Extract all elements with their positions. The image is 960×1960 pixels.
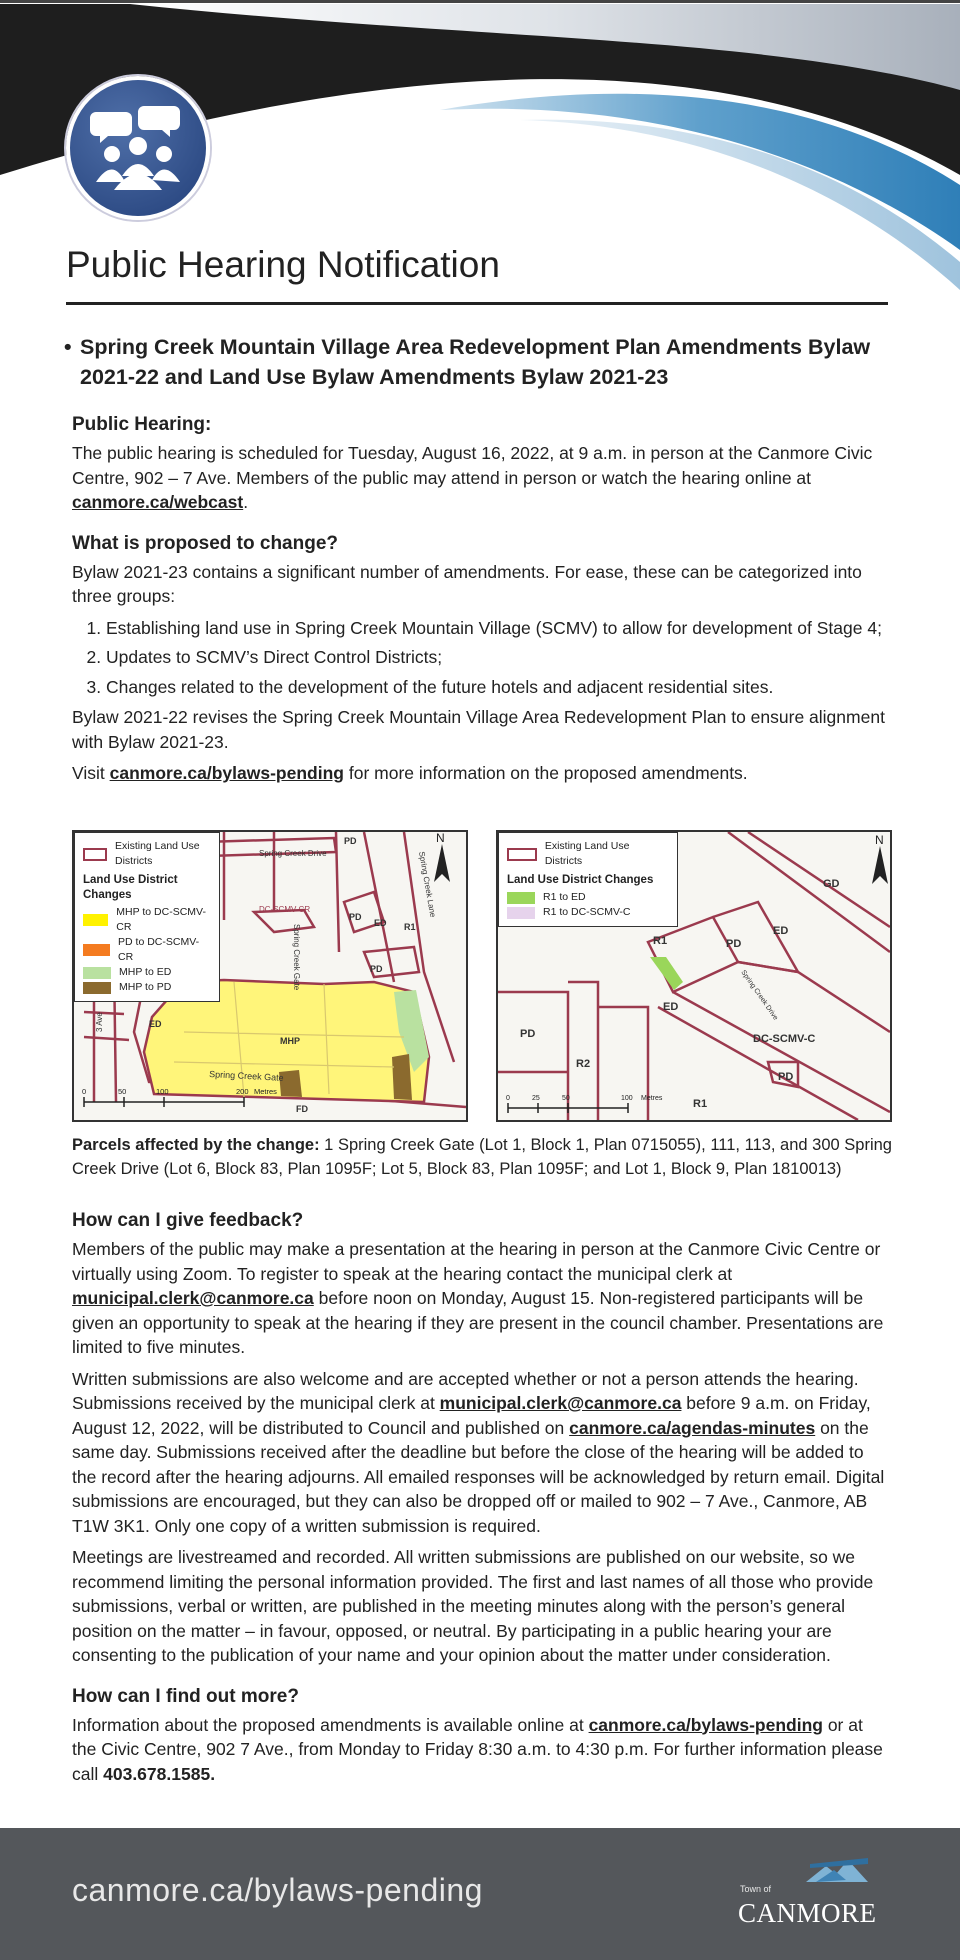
feedback-text: before 9 a.m. on Friday, August 12, 2022, will be distributed to Council and published on: [72, 1393, 871, 1438]
town-of-label: Town of: [740, 1884, 772, 1894]
scale-bar: [508, 1103, 628, 1113]
zone-label: PD: [520, 1028, 536, 1040]
list-item: 3. Changes related to the development of the future hotels and adjacent residential sites.: [106, 675, 892, 700]
footer-url[interactable]: canmore.ca/bylaws-pending: [72, 1872, 483, 1908]
footer: [0, 1828, 960, 1960]
north-label: N: [875, 833, 884, 847]
scale-label: 0: [82, 1087, 87, 1096]
legend-swatch: [507, 892, 535, 904]
zone-label: R1: [653, 935, 668, 947]
scale-label: 200: [236, 1087, 249, 1096]
scale-label: 100: [621, 1095, 633, 1102]
legend-swatch: [507, 848, 537, 861]
legend-swatch: [83, 848, 107, 861]
legend-row: [83, 935, 211, 965]
zone-label: R2: [576, 1058, 591, 1070]
list-item: 1. Establishing land use in Spring Creek Mountain Village (SCMV) to allow for development of Stage 4;: [106, 616, 892, 641]
map-r1-changes: [496, 830, 892, 1122]
visit-post: for more information on the proposed amendments.: [343, 763, 748, 783]
zone-label: FD: [296, 1104, 308, 1114]
feedback-text: Written submissions are also welcome and are accepted whether or not a person attends the hearing. Submissions received by the municipal clerk at: [72, 1368, 859, 1413]
webcast-link[interactable]: canmore.ca/webcast: [72, 492, 244, 512]
public-hearing-heading: Public Hearing:: [72, 414, 212, 435]
street-label: Spring Creek Lane: [417, 850, 438, 919]
legend-row: [507, 905, 669, 920]
legend-title: Land Use District Changes: [83, 874, 178, 901]
street-label: Spring Creek Gate: [208, 1069, 284, 1083]
proposed-intro: Bylaw 2021-23 contains a significant number of amendments. For ease, these can be categorized into three groups:: [72, 561, 862, 606]
scale-label: 50: [562, 1095, 570, 1102]
scale-label: 50: [118, 1087, 127, 1096]
findout-heading: How can I find out more?: [72, 1685, 299, 1707]
zone-label: PD: [726, 938, 742, 950]
legend-label: MHP to DC-SCMV-CR: [116, 906, 206, 933]
zone-label: PD: [344, 836, 357, 846]
parcels-label: Parcels affected by the change:: [72, 1136, 320, 1154]
legend-swatch: [83, 944, 110, 956]
bullet: •: [64, 335, 72, 359]
scale-label: Metres: [641, 1095, 663, 1102]
legend-row: [83, 965, 211, 980]
list-item: 2. Updates to SCMV’s Direct Control Districts;: [106, 645, 892, 670]
public-hearing-text: [72, 441, 892, 515]
maps-row: [72, 830, 888, 1120]
bylaw-title: [64, 332, 892, 392]
legend-row: [83, 980, 211, 995]
feedback-p3: Meetings are livestreamed and recorded. All written submissions are published on our website, so we recommend limiting the personal information provided. The first and last names of all those who provide submissions, verbal or written, are published in the meeting minutes along with the person’s general position on the matter – in favour, opposed, or neutral. By participating in a public hearing your are consenting to the publication of your name and your opinion about the matter under consideration.: [72, 1547, 874, 1665]
zone-label: PD: [370, 964, 383, 974]
canmore-wordmark: CANMORE: [738, 1898, 877, 1928]
findout-text-b: or at the Civic Centre, 902 7 Ave., from Monday to Friday 8:30 a.m. to 4:30 p.m. For further information please call: [72, 1714, 883, 1784]
street-label: Spring Creek Gate: [292, 924, 301, 991]
north-arrow-icon: [434, 844, 450, 882]
map2-legend: [498, 832, 678, 927]
zone-label: DC-SCMV-CR: [259, 905, 311, 914]
findout-text-a: Information about the proposed amendments is available online at: [72, 1714, 589, 1735]
parcels-text: [72, 1133, 902, 1181]
legend-label: R1 to DC-SCMV-C: [543, 906, 631, 918]
bylaws-pending-link[interactable]: canmore.ca/bylaws-pending: [109, 763, 344, 783]
findout-text: [72, 1713, 892, 1787]
zone-label: MHP: [280, 1036, 300, 1046]
clerk-email-link[interactable]: municipal.clerk@canmore.ca: [72, 1288, 314, 1308]
feedback-text: before noon on Monday, August 15. Non-registered participants will be given an opportunity to speak at the hearing if they are present in the council chamber. Presentations are limited to five minutes.: [72, 1288, 884, 1357]
scale-label: Metres: [254, 1087, 277, 1096]
legend-swatch: [83, 967, 111, 979]
zone-label: ED: [149, 1019, 162, 1029]
legend-swatch: [83, 982, 111, 994]
legend-label: MHP to PD: [119, 981, 172, 993]
street-label: Spring Creek Drive: [259, 849, 327, 858]
parcels-detail: 1 Spring Creek Gate (Lot 1, Block 1, Plan 0715055), 111, 113, and 300 Spring Creek Drive (Lot 6, Block 83, Plan 1095F; Lot 5, Block 83, Plan 1095F; and Lot 1, Block 9, Plan 1810013): [72, 1136, 892, 1178]
zone-label: R1: [693, 1098, 708, 1110]
logo-badge: [66, 76, 210, 220]
visit-pre: Visit: [72, 763, 110, 783]
legend-swatch: [507, 907, 535, 919]
zone-label: PD: [778, 1071, 794, 1083]
people-group-icon: [88, 98, 188, 198]
canmore-logo: [736, 1858, 886, 1938]
legend-row: [507, 839, 669, 869]
feedback-p2: [72, 1367, 892, 1539]
phone-number[interactable]: 403.678.1585: [103, 1763, 211, 1784]
main-content: [64, 332, 892, 802]
legend-label: MHP to ED: [119, 966, 172, 978]
legend-title: Land Use District Changes: [507, 874, 654, 886]
scale-label: 100: [156, 1087, 169, 1096]
zone-label: PD: [349, 912, 362, 922]
hearing-text: The public hearing is scheduled for Tuesday, August 16, 2022, at 9 a.m. in person at the Canmore Civic Centre, 902 – 7 Ave. Members of the public may attend in person or watch the hearing online at: [72, 443, 873, 488]
zone-label: DC-SCMV-C: [753, 1033, 816, 1045]
map-scmv-stage4: [72, 830, 468, 1122]
proposed-heading: What is proposed to change?: [72, 532, 339, 554]
feedback-text: Members of the public may make a presentation at the hearing in person at the Canmore Civic Centre or virtually using Zoom. To register to speak at the hearing contact the municipal clerk at: [72, 1239, 881, 1284]
street-label: Spring Creek Drive: [739, 969, 780, 1022]
legend-row: [507, 890, 669, 905]
feedback-content: [72, 1208, 892, 1802]
feedback-p1: [72, 1237, 892, 1360]
legend-row: [83, 905, 211, 935]
hearing-end: .: [243, 492, 249, 512]
north-label: N: [436, 832, 445, 845]
proposed-list: [72, 616, 892, 700]
clerk-email-link[interactable]: municipal.clerk@canmore.ca: [439, 1393, 682, 1413]
legend-label: R1 to ED: [543, 891, 586, 903]
zone-label: ED: [773, 925, 789, 937]
findout-section: [72, 1684, 892, 1787]
legend-swatch: [83, 914, 108, 926]
scale-label: 25: [532, 1095, 540, 1102]
title-divider: [66, 302, 888, 305]
map1-legend: [74, 832, 220, 1002]
north-arrow-icon: [872, 846, 888, 884]
legend-label: Existing Land Use Districts: [114, 840, 200, 867]
street-label: 3 Ave: [95, 1012, 104, 1032]
scale-bar: [84, 1097, 244, 1107]
page-title: Public Hearing Notification: [66, 244, 500, 285]
feedback-heading: How can I give feedback?: [72, 1210, 304, 1231]
zone-label: ED: [663, 1001, 679, 1013]
zone-label: GD: [823, 878, 840, 890]
scale-label: 0: [506, 1095, 510, 1102]
zone-label: R1: [404, 922, 416, 932]
findout-end: .: [210, 1763, 216, 1784]
proposed-section: [72, 531, 892, 786]
zone-label: ED: [374, 918, 387, 928]
feedback-section: [72, 1208, 892, 1668]
visit-text: [72, 761, 892, 786]
public-hearing-section: [72, 412, 892, 515]
feedback-text: on the same day. Submissions received after the deadline but before the close of the hearing will be added to the record after the hearing adjourns. All emailed responses will be acknowledged by return email. Digital submissions are encouraged, but they can also be dropped off or mailed to 902 – 7 Ave., Canmore, AB T1W 3K1. Only one copy of a written submission is required.: [72, 1417, 885, 1536]
bylaws-pending-link[interactable]: canmore.ca/bylaws-pending: [588, 1714, 823, 1735]
legend-row: [83, 839, 211, 869]
revises-text: Bylaw 2021-22 revises the Spring Creek Mountain Village Area Redevelopment Plan to ensure alignment with Bylaw 2021-23.: [72, 707, 885, 752]
legend-label: PD to DC-SCMV-CR: [118, 936, 200, 963]
bylaw-title-text: Spring Creek Mountain Village Area Redevelopment Plan Amendments Bylaw 2021-22 and Land Use Bylaw Amendments Bylaw 2021-23: [80, 335, 871, 389]
agendas-minutes-link[interactable]: canmore.ca/agendas-minutes: [569, 1417, 816, 1438]
legend-label: Existing Land Use Districts: [544, 840, 630, 867]
